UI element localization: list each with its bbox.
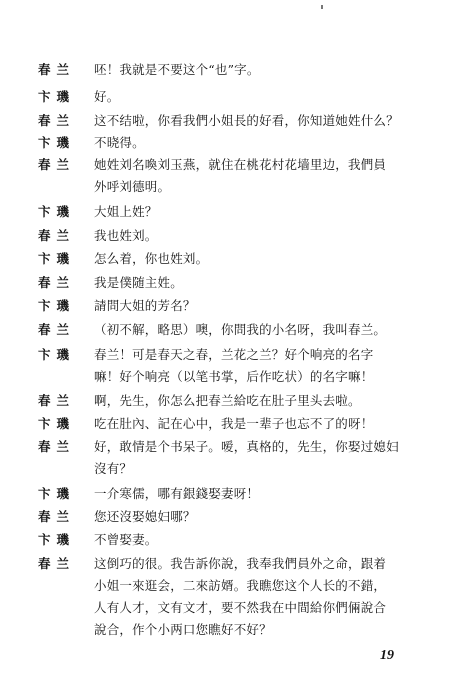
dialogue-line: 吃在肚內、記在心中，我是一辈子也忘不了的呀！: [94, 416, 374, 431]
speaker-name: 春兰: [38, 439, 76, 454]
page-number: 19: [380, 648, 394, 663]
dialogue-line: 这不结啦，你看我們小姐長的好看，你知道她姓什么？: [94, 113, 399, 128]
dialogue-line: 我也姓刘。: [94, 228, 158, 243]
dialogue-line: 我是僕随主姓。: [94, 275, 183, 290]
speaker-name: 卞璣: [38, 532, 76, 547]
speaker-name: 春兰: [38, 509, 76, 524]
dialogue-line: 怎么着，你也姓刘。: [94, 251, 209, 266]
dialogue-line: 春兰！可是春天之春，兰花之兰？好个响亮的名字: [94, 347, 374, 362]
speaker-name: 春兰: [38, 113, 76, 128]
dialogue-line: 您还沒娶媳妇哪？: [94, 509, 196, 524]
dialogue-line: 外呼刘德明。: [94, 179, 171, 194]
speaker-name: 卞璣: [38, 204, 76, 219]
speaker-name: 春兰: [38, 62, 76, 77]
dialogue-line: 不曾娶妻。: [94, 532, 158, 547]
dialogue-line: （初不解，略思）噢，你問我的小名呀，我叫春兰。: [94, 322, 387, 337]
speaker-name: 春兰: [38, 157, 76, 172]
dialogue-line: 好，敢情是个书呆子。嗳，真格的，先生，你娶过媳妇: [94, 439, 399, 454]
speaker-name: 卞璣: [38, 416, 76, 431]
dialogue-line: 好。: [94, 89, 120, 104]
speaker-name: 春兰: [38, 393, 76, 408]
dialogue-line: 一介寒儒，哪有銀錢娶妻呀！: [94, 486, 260, 501]
speaker-name: 春兰: [38, 556, 76, 571]
speaker-name: 卞璣: [38, 89, 76, 104]
dialogue-line: 小姐一來逛会，二來訪婿。我瞧您这个人长的不錯，: [94, 578, 387, 593]
speaker-name: 春兰: [38, 322, 76, 337]
speaker-name: 卞璣: [38, 135, 76, 150]
speaker-name: 卞璣: [38, 298, 76, 313]
dialogue-line: 人有人才，文有文才，要不然我在中間給你們倆說合: [94, 600, 387, 615]
dialogue-line: 这倒巧的很。我告訴你說，我奉我們員外之命，跟着: [94, 556, 387, 571]
dialogue-line: 不晓得。: [94, 135, 145, 150]
dialogue-line: 請問大姐的芳名？: [94, 298, 196, 313]
dialogue-line: 啊，先生，你怎么把春兰給吃在肚子里头去啦。: [94, 393, 361, 408]
speaker-name: 春兰: [38, 275, 76, 290]
dialogue-line: 她姓刘名喚刘玉燕，就住在桃花村花墙里边，我們員: [94, 157, 387, 172]
speaker-name: 春兰: [38, 228, 76, 243]
speaker-name: 卞璣: [38, 347, 76, 362]
scan-mark: [321, 5, 323, 9]
dialogue-line: 大姐上姓？: [94, 204, 158, 219]
speaker-name: 卞璣: [38, 486, 76, 501]
dialogue-line: 沒有？: [94, 461, 133, 476]
dialogue-line: 呸！我就是不要这个“也”字。: [94, 62, 260, 77]
dialogue-line: 說合，作个小两口您瞧好不好？: [94, 622, 272, 637]
speaker-name: 卞璣: [38, 251, 76, 266]
dialogue-line: 嘛！好个响亮（以笔书掌，后作吃状）的名字嘛！: [94, 369, 374, 384]
